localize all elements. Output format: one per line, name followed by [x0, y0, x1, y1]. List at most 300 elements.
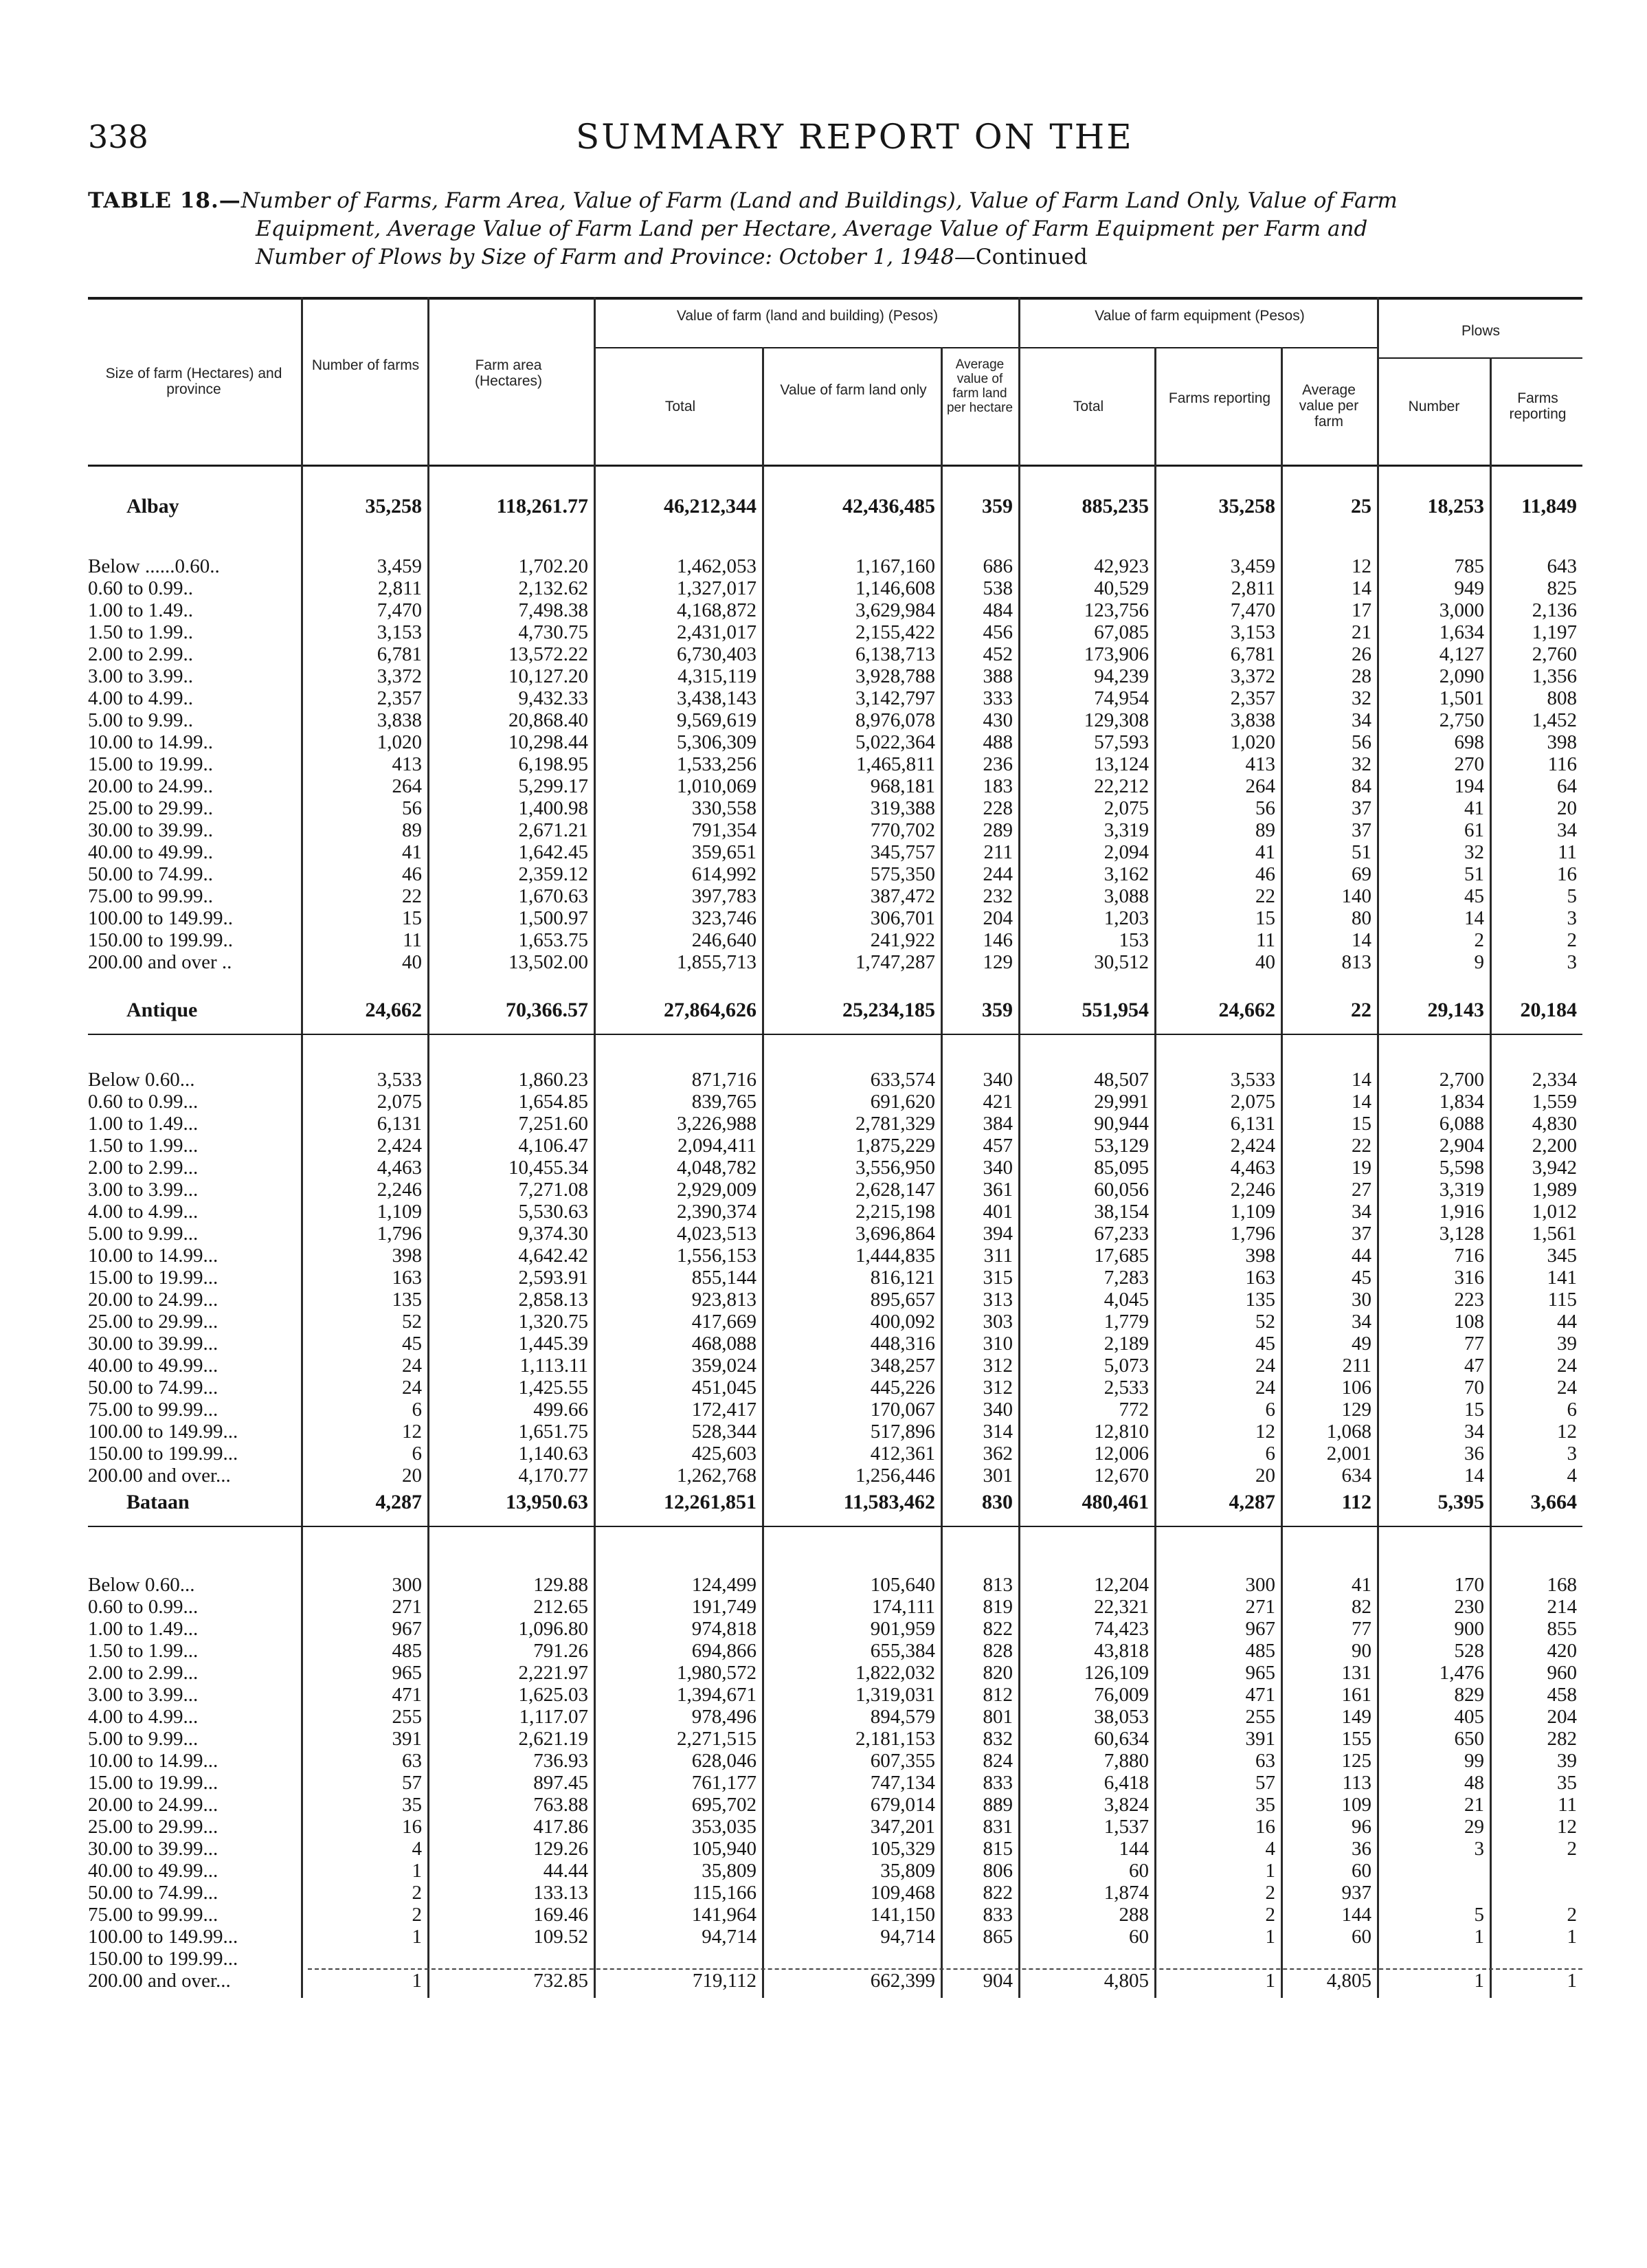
- cell-average-land-value: 456: [983, 621, 1013, 643]
- cell-equipment-average: 44: [1352, 1245, 1371, 1267]
- cell-value-land: 1,319,031: [855, 1684, 935, 1706]
- cell-equipment-farms: 3,459: [1230, 555, 1275, 577]
- cell-equipment-total: 2,189: [1103, 1333, 1149, 1355]
- row-label: 75.00 to 99.99..: [88, 885, 214, 907]
- table-row: [88, 1421, 1582, 1443]
- cell-equipment-total: 12,204: [1094, 1574, 1149, 1596]
- cell-plows-farms: 39: [1557, 1750, 1577, 1772]
- cell-average-land-value: 813: [983, 1574, 1013, 1596]
- cell-equipment-farms: 398: [1245, 1245, 1275, 1267]
- cell-equipment-average: 56: [1352, 731, 1371, 753]
- row-label: 3.00 to 3.99...: [88, 1684, 199, 1706]
- cell-farm-area: 7,271.08: [518, 1179, 588, 1201]
- cell-plows-number: 4,127: [1439, 643, 1484, 665]
- cell-plows-farms: 960: [1547, 1662, 1577, 1684]
- cell-equipment-farms: 11: [1256, 929, 1275, 951]
- cell-equipment-farms: 3,533: [1230, 1069, 1275, 1091]
- cell-plows-number: 170: [1454, 1574, 1484, 1596]
- cell-value-land: 1,167,160: [855, 555, 935, 577]
- cell-equipment-farms: 7,470: [1230, 599, 1275, 621]
- cell-plows-number: 51: [1464, 863, 1484, 885]
- cell-equipment-average: 34: [1352, 709, 1371, 731]
- cell-number-of-farms: 1: [412, 1970, 422, 1992]
- cell-value-land: 901,959: [870, 1618, 935, 1640]
- cell-plows-number: 949: [1454, 577, 1484, 599]
- cell-value-land: 170,067: [870, 1399, 935, 1421]
- cell-average-land-value: 538: [983, 577, 1013, 599]
- cell-average-land-value: 831: [983, 1816, 1013, 1838]
- cell-number-of-farms: 3,153: [377, 621, 422, 643]
- cell-equipment-total: 76,009: [1094, 1684, 1149, 1706]
- cell-number-of-farms: 1,020: [377, 731, 422, 753]
- table-row: [88, 1640, 1582, 1662]
- cell-equipment-total: 5,073: [1103, 1355, 1149, 1377]
- row-label: 0.60 to 0.99..: [88, 577, 194, 599]
- cell-plows-number: 698: [1454, 731, 1484, 753]
- cell-equipment-total: 885,235: [1082, 495, 1149, 518]
- province-name: Antique: [126, 999, 198, 1021]
- row-label: 3.00 to 3.99...: [88, 1179, 199, 1201]
- cell-equipment-average: 14: [1352, 1069, 1371, 1091]
- cell-plows-number: 2,750: [1439, 709, 1484, 731]
- cell-equipment-total: 3,162: [1103, 863, 1149, 885]
- cell-average-land-value: 833: [983, 1772, 1013, 1794]
- header-mid-rule-value: [595, 347, 1018, 348]
- cell-plows-number: 18,253: [1427, 495, 1484, 518]
- cell-number-of-farms: 56: [402, 797, 422, 819]
- row-label: 2.00 to 2.99..: [88, 643, 194, 665]
- cell-equipment-total: 94,239: [1094, 665, 1149, 687]
- section-rule: [88, 1526, 1582, 1527]
- table-row: [88, 1794, 1582, 1816]
- cell-value-total: 172,417: [691, 1399, 757, 1421]
- table-row: [88, 621, 1582, 643]
- table-row: [88, 1311, 1582, 1333]
- cell-value-land: 3,142,797: [855, 687, 935, 709]
- cell-plows-number: 108: [1454, 1311, 1484, 1333]
- cell-number-of-farms: 11: [403, 929, 422, 951]
- cell-plows-farms: 11: [1558, 841, 1577, 863]
- cell-farm-area: 10,298.44: [508, 731, 588, 753]
- cell-average-land-value: 310: [983, 1333, 1013, 1355]
- cell-plows-farms: 20,184: [1520, 999, 1577, 1021]
- cell-value-land: 345,757: [870, 841, 935, 863]
- cell-farm-area: 13,502.00: [508, 951, 588, 973]
- cell-value-total: 3,226,988: [677, 1113, 757, 1135]
- cell-value-total: 9,569,619: [677, 709, 757, 731]
- cell-farm-area: 10,455.34: [508, 1157, 588, 1179]
- cell-equipment-average: 15: [1352, 1113, 1371, 1135]
- cell-plows-farms: 24: [1557, 1377, 1577, 1399]
- cell-equipment-farms: 24,662: [1218, 999, 1275, 1021]
- row-label: 4.00 to 4.99..: [88, 687, 194, 709]
- cell-value-total: 2,929,009: [677, 1179, 757, 1201]
- row-label: 200.00 and over...: [88, 1970, 231, 1992]
- caption-continued: —Continued: [954, 245, 1088, 269]
- table-row: [88, 1662, 1582, 1684]
- row-label: 30.00 to 39.99...: [88, 1333, 219, 1355]
- cell-value-land: 174,111: [871, 1596, 935, 1618]
- table-row: [88, 1860, 1582, 1882]
- cell-equipment-farms: 471: [1245, 1684, 1275, 1706]
- cell-plows-number: 70: [1464, 1377, 1484, 1399]
- cell-value-total: 359,651: [691, 841, 757, 863]
- cell-value-total: 35,809: [702, 1860, 757, 1882]
- cell-number-of-farms: 24: [402, 1377, 422, 1399]
- cell-equipment-average: 17: [1352, 599, 1371, 621]
- caption-line-3: Number of Plows by Size of Farm and Province: October 1, 1948: [256, 245, 954, 269]
- cell-value-total: 46,212,344: [664, 495, 757, 518]
- row-label: 15.00 to 19.99...: [88, 1772, 219, 1794]
- cell-value-land: 105,640: [870, 1574, 935, 1596]
- cell-value-land: 2,781,329: [855, 1113, 935, 1135]
- cell-equipment-total: 2,094: [1103, 841, 1149, 863]
- header-plows-farms-reporting: Farms reporting: [1509, 390, 1567, 422]
- cell-equipment-total: 42,923: [1094, 555, 1149, 577]
- table-row: [88, 1772, 1582, 1794]
- cell-average-land-value: 129: [983, 951, 1013, 973]
- cell-value-total: 4,168,872: [677, 599, 757, 621]
- cell-equipment-total: 43,818: [1094, 1640, 1149, 1662]
- cell-plows-farms: 4: [1567, 1465, 1577, 1487]
- table-row: [88, 1838, 1582, 1860]
- cell-equipment-total: 7,880: [1103, 1750, 1149, 1772]
- cell-number-of-farms: 12: [402, 1421, 422, 1443]
- cell-plows-farms: 6: [1567, 1399, 1577, 1421]
- table-row: [88, 1750, 1582, 1772]
- cell-equipment-total: 126,109: [1084, 1662, 1149, 1684]
- table-row: [88, 665, 1582, 687]
- cell-value-total: 855,144: [691, 1267, 757, 1289]
- cell-farm-area: 9,374.30: [518, 1223, 588, 1245]
- cell-plows-number: 14: [1464, 907, 1484, 929]
- row-label: 1.00 to 1.49..: [88, 599, 194, 621]
- cell-plows-farms: 1,561: [1532, 1223, 1577, 1245]
- cell-farm-area: 2,359.12: [518, 863, 588, 885]
- row-label: 1.50 to 1.99..: [88, 621, 194, 643]
- cell-farm-area: 791.26: [533, 1640, 588, 1662]
- header-size-of-farm: Size of farm (Hectares) and province: [105, 366, 282, 397]
- cell-plows-number: 716: [1454, 1245, 1484, 1267]
- row-label: 25.00 to 29.99..: [88, 797, 214, 819]
- cell-plows-number: 47: [1464, 1355, 1484, 1377]
- cell-equipment-average: 82: [1352, 1596, 1371, 1618]
- table-row: [88, 1728, 1582, 1750]
- header-equipment-total: Total: [1073, 399, 1104, 414]
- cell-plows-number: 223: [1454, 1289, 1484, 1311]
- cell-value-land: 400,092: [870, 1311, 935, 1333]
- cell-plows-farms: 64: [1557, 775, 1577, 797]
- cell-plows-farms: 1,356: [1532, 665, 1577, 687]
- cell-plows-number: 1,634: [1439, 621, 1484, 643]
- cell-plows-number: [1377, 1860, 1490, 1882]
- cell-value-land: 894,579: [870, 1706, 935, 1728]
- cell-equipment-farms: 1: [1265, 1860, 1275, 1882]
- table-row: [88, 1069, 1582, 1091]
- cell-farm-area: 2,221.97: [518, 1662, 588, 1684]
- cell-number-of-farms: 24: [402, 1355, 422, 1377]
- table-row: [88, 1113, 1582, 1135]
- cell-equipment-average: 36: [1352, 1838, 1371, 1860]
- table-row: [88, 1201, 1582, 1223]
- cell-value-land: 2,181,153: [855, 1728, 935, 1750]
- cell-number-of-farms: 45: [402, 1333, 422, 1355]
- cell-value-total: 6,730,403: [677, 643, 757, 665]
- cell-equipment-farms: 485: [1245, 1640, 1275, 1662]
- cell-value-land: 319,388: [870, 797, 935, 819]
- cell-number-of-farms: 52: [402, 1311, 422, 1333]
- dotted-rule: [308, 1968, 1582, 1970]
- cell-number-of-farms: 2,811: [377, 577, 422, 599]
- table-row: [88, 1355, 1582, 1377]
- cell-plows-number: 14: [1464, 1465, 1484, 1487]
- cell-equipment-farms: 3,838: [1230, 709, 1275, 731]
- cell-equipment-total: 12,810: [1094, 1421, 1149, 1443]
- table-row: [88, 1267, 1582, 1289]
- cell-number-of-farms: 2,357: [377, 687, 422, 709]
- cell-average-land-value: 832: [983, 1728, 1013, 1750]
- cell-equipment-average: 60: [1352, 1926, 1371, 1948]
- cell-value-land: 655,384: [870, 1640, 935, 1662]
- cell-average-land-value: 183: [983, 775, 1013, 797]
- cell-average-land-value: 315: [983, 1267, 1013, 1289]
- cell-plows-number: 45: [1464, 885, 1484, 907]
- header-value-group: Value of farm (land and building) (Pesos): [676, 308, 939, 324]
- cell-value-land: 445,226: [870, 1377, 935, 1399]
- row-label: 20.00 to 24.99..: [88, 775, 214, 797]
- cell-value-total: 614,992: [691, 863, 757, 885]
- cell-number-of-farms: 135: [392, 1289, 422, 1311]
- cell-equipment-total: 6,418: [1103, 1772, 1149, 1794]
- cell-plows-farms: 35: [1557, 1772, 1577, 1794]
- cell-average-land-value: 452: [983, 643, 1013, 665]
- cell-farm-area: [427, 1948, 594, 1970]
- cell-value-total: 694,866: [691, 1640, 757, 1662]
- cell-plows-number: 29: [1464, 1816, 1484, 1838]
- cell-average-land-value: 801: [983, 1706, 1013, 1728]
- cell-equipment-average: 161: [1341, 1684, 1371, 1706]
- section-body: [88, 555, 1582, 973]
- header-value-land: Value of farm land only: [780, 382, 927, 398]
- row-label: 5.00 to 9.99..: [88, 709, 194, 731]
- cell-plows-number: [1377, 1948, 1490, 1970]
- cell-equipment-average: 90: [1352, 1640, 1371, 1662]
- cell-equipment-farms: 16: [1255, 1816, 1275, 1838]
- cell-average-land-value: 204: [983, 907, 1013, 929]
- cell-plows-farms: 168: [1547, 1574, 1577, 1596]
- row-label: 50.00 to 74.99...: [88, 1882, 219, 1904]
- cell-value-total: 974,818: [691, 1618, 757, 1640]
- cell-equipment-total: 1,874: [1103, 1882, 1149, 1904]
- cell-average-land-value: 314: [983, 1421, 1013, 1443]
- cell-plows-farms: 12: [1557, 1421, 1577, 1443]
- cell-number-of-farms: 35: [402, 1794, 422, 1816]
- cell-farm-area: 2,621.19: [518, 1728, 588, 1750]
- table-caption: [88, 187, 1569, 271]
- cell-average-land-value: 362: [983, 1443, 1013, 1465]
- cell-farm-area: 1,625.03: [518, 1684, 588, 1706]
- cell-number-of-farms: 35,258: [365, 495, 422, 518]
- cell-value-land: 448,316: [870, 1333, 935, 1355]
- cell-equipment-total: 17,685: [1094, 1245, 1149, 1267]
- cell-average-land-value: 904: [983, 1970, 1013, 1992]
- cell-plows-number: 5: [1474, 1904, 1484, 1926]
- cell-farm-area: 6,198.95: [518, 753, 588, 775]
- section-body: [88, 1574, 1582, 1992]
- cell-plows-farms: 855: [1547, 1618, 1577, 1640]
- row-label: 40.00 to 49.99...: [88, 1860, 219, 1882]
- cell-equipment-total: 13,124: [1094, 753, 1149, 775]
- row-label: 4.00 to 4.99...: [88, 1706, 199, 1728]
- cell-value-total: 2,094,411: [677, 1135, 757, 1157]
- cell-equipment-farms: 2,811: [1231, 577, 1275, 599]
- cell-plows-farms: 2,136: [1532, 599, 1577, 621]
- row-label: 40.00 to 49.99..: [88, 841, 214, 863]
- cell-average-land-value: 686: [983, 555, 1013, 577]
- table-row: [88, 885, 1582, 907]
- cell-equipment-total: 123,756: [1084, 599, 1149, 621]
- cell-equipment-farms: 4: [1265, 1838, 1275, 1860]
- cell-average-land-value: 359: [982, 495, 1013, 518]
- row-label: 0.60 to 0.99...: [88, 1091, 199, 1113]
- cell-equipment-average: 96: [1352, 1816, 1371, 1838]
- cell-equipment-farms: 89: [1255, 819, 1275, 841]
- cell-equipment-average: 125: [1341, 1750, 1371, 1772]
- cell-farm-area: 1,642.45: [518, 841, 588, 863]
- cell-equipment-total: 480,461: [1082, 1491, 1149, 1513]
- cell-plows-farms: [1490, 1882, 1582, 1904]
- cell-value-total: 27,864,626: [664, 999, 757, 1021]
- cell-equipment-average: 37: [1352, 797, 1371, 819]
- row-label: 75.00 to 99.99...: [88, 1904, 219, 1926]
- cell-number-of-farms: 1: [412, 1926, 422, 1948]
- cell-equipment-total: 153: [1119, 929, 1149, 951]
- cell-value-total: 1,262,768: [677, 1465, 757, 1487]
- row-label: 1.50 to 1.99...: [88, 1640, 199, 1662]
- cell-farm-area: 212.65: [533, 1596, 588, 1618]
- cell-equipment-average: 32: [1352, 687, 1371, 709]
- cell-value-total: 1,855,713: [677, 951, 757, 973]
- cell-equipment-average: 109: [1341, 1794, 1371, 1816]
- cell-number-of-farms: 57: [402, 1772, 422, 1794]
- cell-equipment-farms: 255: [1245, 1706, 1275, 1728]
- cell-equipment-farms: 965: [1245, 1662, 1275, 1684]
- cell-value-land: 25,234,185: [842, 999, 935, 1021]
- cell-farm-area: 5,530.63: [518, 1201, 588, 1223]
- row-label: 25.00 to 29.99...: [88, 1311, 219, 1333]
- cell-number-of-farms: 22: [402, 885, 422, 907]
- cell-equipment-total: 2,075: [1103, 797, 1149, 819]
- cell-value-land: 1,146,608: [855, 577, 935, 599]
- cell-value-total: 4,048,782: [677, 1157, 757, 1179]
- cell-equipment-farms: 6,781: [1230, 643, 1275, 665]
- page-number: 338: [88, 118, 148, 155]
- cell-average-land-value: 484: [983, 599, 1013, 621]
- table-row: [88, 1289, 1582, 1311]
- cell-equipment-total: 173,906: [1084, 643, 1149, 665]
- cell-value-land: 747,134: [870, 1772, 935, 1794]
- cell-plows-number: 99: [1464, 1750, 1484, 1772]
- cell-plows-farms: 11,849: [1521, 495, 1577, 518]
- cell-plows-number: 29,143: [1427, 999, 1484, 1021]
- cell-plows-number: 230: [1454, 1596, 1484, 1618]
- cell-value-total: 191,749: [691, 1596, 757, 1618]
- cell-equipment-average: 21: [1352, 621, 1371, 643]
- cell-average-land-value: 359: [982, 999, 1013, 1021]
- row-label: 20.00 to 24.99...: [88, 1289, 219, 1311]
- cell-value-total: [594, 1948, 762, 1970]
- cell-number-of-farms: 471: [392, 1684, 422, 1706]
- cell-equipment-average: 634: [1341, 1465, 1371, 1487]
- cell-value-land: 662,399: [870, 1970, 935, 1992]
- cell-average-land-value: 815: [983, 1838, 1013, 1860]
- cell-equipment-average: 80: [1352, 907, 1371, 929]
- cell-farm-area: 1,320.75: [518, 1311, 588, 1333]
- cell-equipment-total: 772: [1119, 1399, 1149, 1421]
- cell-plows-number: 34: [1464, 1421, 1484, 1443]
- cell-value-land: 895,657: [870, 1289, 935, 1311]
- cell-equipment-average: 37: [1352, 819, 1371, 841]
- cell-plows-farms: 2,334: [1532, 1069, 1577, 1091]
- row-label: 1.50 to 1.99...: [88, 1135, 199, 1157]
- cell-value-land: 141,150: [870, 1904, 935, 1926]
- cell-value-land: 968,181: [870, 775, 935, 797]
- cell-equipment-farms: 6: [1265, 1399, 1275, 1421]
- cell-value-land: 5,022,364: [855, 731, 935, 753]
- cell-equipment-average: 14: [1352, 577, 1371, 599]
- cell-plows-farms: 1: [1567, 1970, 1577, 1992]
- cell-value-land: 1,465,811: [856, 753, 935, 775]
- cell-plows-farms: 204: [1547, 1706, 1577, 1728]
- cell-equipment-farms: 6,131: [1230, 1113, 1275, 1135]
- cell-plows-number: 5,395: [1437, 1491, 1484, 1513]
- cell-equipment-farms: 135: [1245, 1289, 1275, 1311]
- cell-equipment-farms: 2,424: [1230, 1135, 1275, 1157]
- cell-value-total: 425,603: [691, 1443, 757, 1465]
- cell-equipment-average: 69: [1352, 863, 1371, 885]
- cell-farm-area: 10,127.20: [508, 665, 588, 687]
- table-row: [88, 577, 1582, 599]
- cell-value-total: 3,438,143: [677, 687, 757, 709]
- cell-value-land: 348,257: [870, 1355, 935, 1377]
- cell-equipment-total: 4,805: [1103, 1970, 1149, 1992]
- cell-number-of-farms: 6,131: [377, 1113, 422, 1135]
- cell-number-of-farms: 7,470: [377, 599, 422, 621]
- cell-number-of-farms: 398: [392, 1245, 422, 1267]
- table-row: [88, 1684, 1582, 1706]
- cell-equipment-average: 28: [1352, 665, 1371, 687]
- cell-value-land: 42,436,485: [842, 495, 935, 518]
- cell-value-total: 4,023,513: [677, 1223, 757, 1245]
- cell-value-total: 246,640: [691, 929, 757, 951]
- cell-plows-farms: 420: [1547, 1640, 1577, 1662]
- cell-value-total: 1,533,256: [677, 753, 757, 775]
- cell-equipment-farms: 1,020: [1230, 731, 1275, 753]
- row-label: 40.00 to 49.99...: [88, 1355, 219, 1377]
- cell-value-land: 691,620: [870, 1091, 935, 1113]
- cell-number-of-farms: 2,246: [377, 1179, 422, 1201]
- cell-average-land-value: 312: [983, 1377, 1013, 1399]
- cell-equipment-total: 3,319: [1103, 819, 1149, 841]
- table-row: [88, 1157, 1582, 1179]
- cell-value-total: 839,765: [691, 1091, 757, 1113]
- cell-average-land-value: 457: [983, 1135, 1013, 1157]
- cell-farm-area: 1,400.98: [518, 797, 588, 819]
- cell-equipment-farms: 4,463: [1230, 1157, 1275, 1179]
- row-label: 200.00 and over ..: [88, 951, 232, 973]
- cell-equipment-total: 3,088: [1103, 885, 1149, 907]
- cell-value-total: 2,271,515: [677, 1728, 757, 1750]
